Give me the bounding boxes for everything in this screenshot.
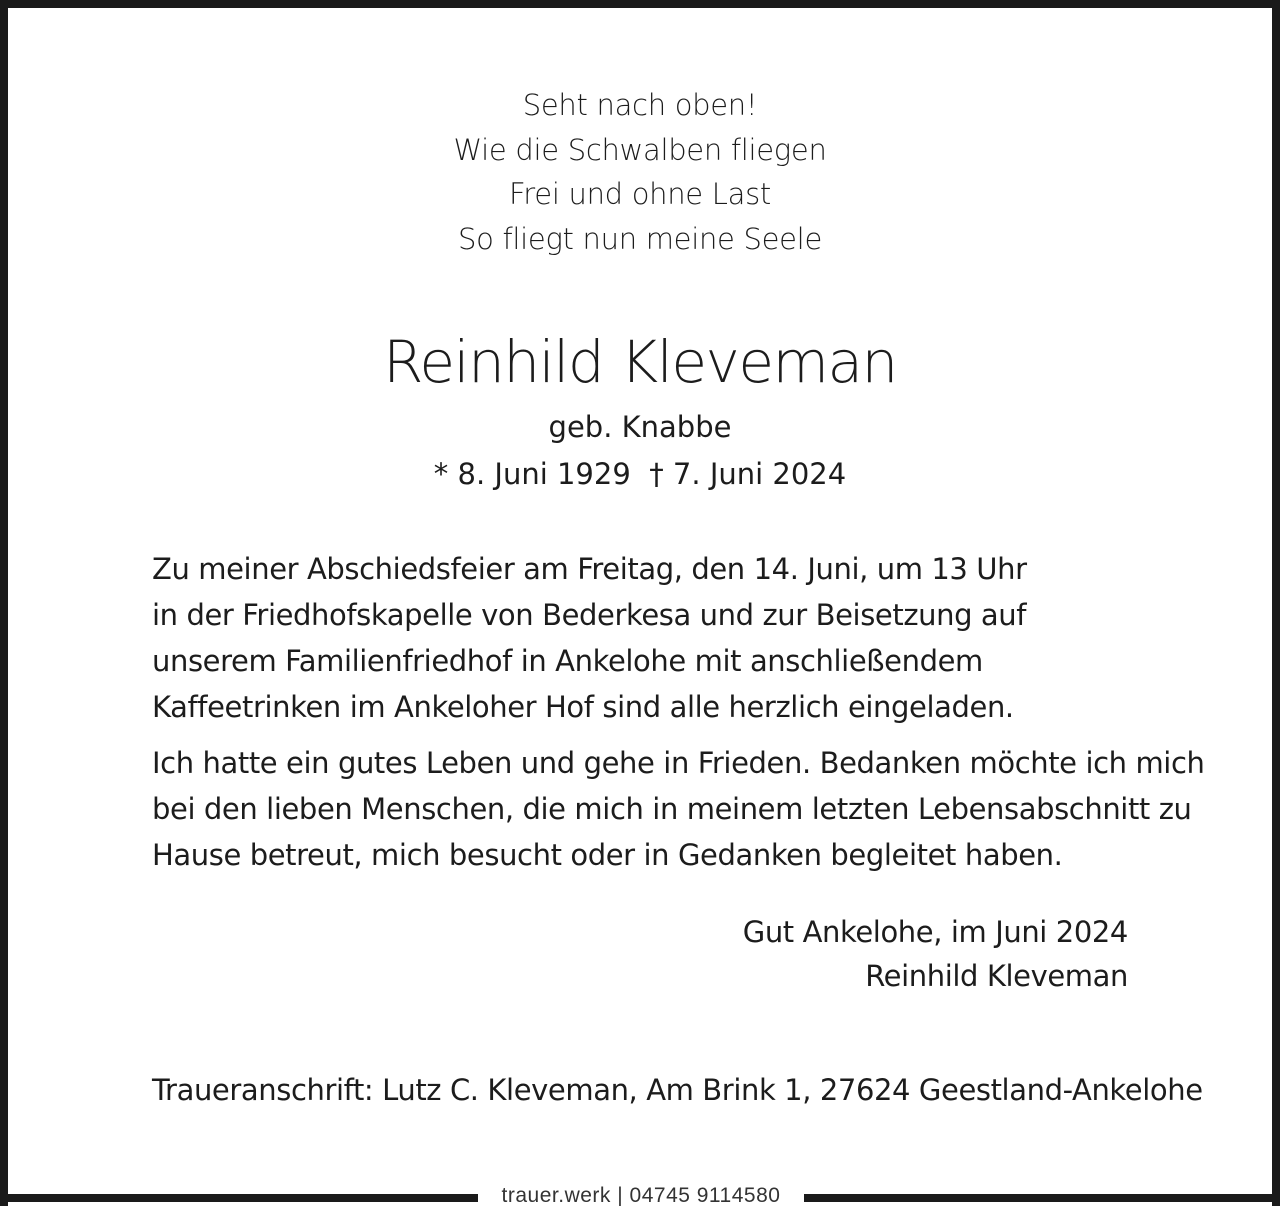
mourning-address: Traueranschrift: Lutz C. Kleveman, Am Brink 1, 27624 Geestland-Ankelohe — [152, 1073, 1203, 1107]
text-line: bei den lieben Menschen, die mich in meinem letzten Lebensabschnitt zu — [152, 792, 1192, 826]
place-date: Gut Ankelohe, im Juni 2024 — [742, 915, 1128, 949]
poem-line: So fliegt nun meine Seele — [458, 221, 822, 256]
text-line: Kaffeetrinken im Ankeloher Hof sind alle herzlich eingeladen. — [152, 690, 1014, 724]
poem-line: Frei und ohne Last — [509, 177, 771, 211]
deceased-name: Reinhild Kleveman — [383, 328, 897, 396]
poem — [0, 83, 1280, 261]
life-dates: * 8. Juni 1929 † 7. Juni 2024 — [433, 457, 847, 491]
text-line: Ich hatte ein gutes Leben und gehe in Frieden. Bedanken möchte ich mich — [152, 746, 1205, 780]
text-line: Zu meiner Abschiedsfeier am Freitag, den 14. Juni, um 13 Uhr — [152, 552, 1027, 586]
bottom-rule-left — [0, 1194, 478, 1202]
invitation-paragraph — [152, 546, 1142, 730]
text-line: Hause betreut, mich besucht oder in Gedanken begleitet haben. — [152, 838, 1063, 872]
poem-line: Seht nach oben! — [522, 88, 758, 122]
text-line: unserem Familienfriedhof in Ankelohe mit anschließendem — [152, 644, 983, 678]
bottom-rule-right — [804, 1194, 1280, 1202]
closing-block — [743, 910, 1128, 998]
gratitude-paragraph — [152, 740, 1205, 878]
born-name: geb. Knabbe — [548, 410, 732, 444]
signature: Reinhild Kleveman — [865, 959, 1128, 993]
text-line: in der Friedhofskapelle von Bederkesa und zur Beisetzung auf — [152, 598, 1027, 632]
footer-contact: trauer.werk | 04745 9114580 — [501, 1184, 781, 1206]
poem-line: Wie die Schwalben fliegen — [453, 132, 827, 167]
